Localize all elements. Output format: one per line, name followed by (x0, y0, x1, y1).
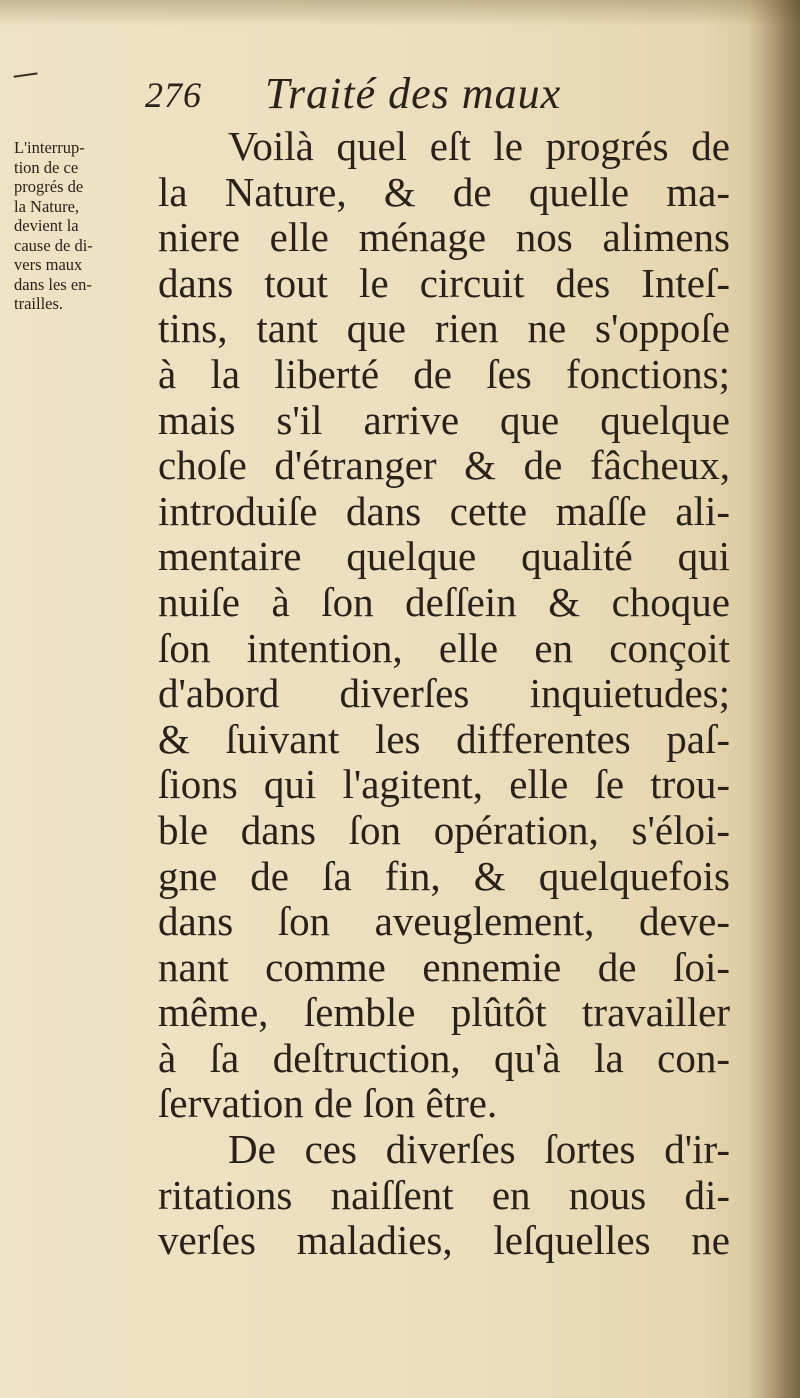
page-edge-shadow (748, 0, 800, 1398)
margin-note-line: L'interrup- (14, 138, 85, 157)
text-line: dans tout le circuit des Inteſ- (158, 259, 730, 306)
text-line: De ces diverſes ſortes d'ir- (228, 1126, 730, 1173)
text-line: ſon intention, elle en conçoit (158, 624, 730, 671)
margin-note-line: cause de di- (14, 235, 93, 255)
margin-note (14, 138, 154, 314)
text-line: mentaire quelque qualité qui (158, 533, 730, 580)
text-line: la Nature, & de quelle ma- (158, 168, 730, 215)
text-line: Voilà quel eſt le progrés de (228, 123, 730, 169)
text-line: gne de ſa fin, & quelquefois (158, 852, 730, 899)
text-line: ritations naiſſent en nous di- (158, 1171, 730, 1218)
text-line: à la liberté de ſes fonctions; (158, 350, 730, 397)
ink-mark (14, 72, 39, 83)
margin-note-line: devient la (14, 216, 79, 235)
page-number: 276 (145, 75, 202, 115)
text-line: dans ſon aveuglement, deve- (158, 898, 730, 945)
paragraph-2 (158, 1127, 730, 1264)
text-line: nuiſe à ſon deſſein & choque (158, 578, 730, 625)
text-line: mais s'il arrive que quelque (158, 396, 730, 443)
page-top-shadow (0, 0, 800, 26)
text-line: même, ſemble plûtôt travailler (158, 989, 730, 1036)
margin-note-line: vers maux (14, 255, 83, 274)
margin-note-line: dans les en- (14, 274, 92, 294)
paragraph-1 (158, 124, 730, 1127)
running-head (145, 68, 705, 130)
text-line: choſe d'étranger & de fâcheux, (158, 442, 730, 489)
text-line: niere elle ménage nos alimens (158, 214, 730, 261)
text-line: ble dans ſon opération, s'éloi- (158, 806, 730, 853)
margin-note-line: la Nature, (14, 196, 80, 216)
text-line: d'abord diverſes inquietudes; (158, 670, 730, 717)
margin-note-line: trailles. (14, 294, 64, 313)
margin-note-line: progrés de (14, 177, 84, 196)
text-line: introduiſe dans cette maſſe ali- (158, 487, 730, 534)
text-line: ſervation de ſon être. (158, 1080, 498, 1127)
text-line: à ſa deſtruction, qu'à la con- (158, 1034, 730, 1081)
text-line: & ſuivant les differentes paſ- (158, 715, 730, 762)
text-line: tins, tant que rien ne s'oppoſe (158, 305, 730, 352)
body-text (158, 124, 730, 1264)
text-line: nant comme ennemie de ſoi- (158, 943, 730, 990)
text-line: verſes maladies, leſquelles ne (158, 1217, 730, 1264)
text-line: ſions qui l'agitent, elle ſe trou- (158, 761, 730, 808)
running-title: Traité des maux (265, 69, 562, 118)
margin-note-line: tion de ce (14, 157, 79, 177)
